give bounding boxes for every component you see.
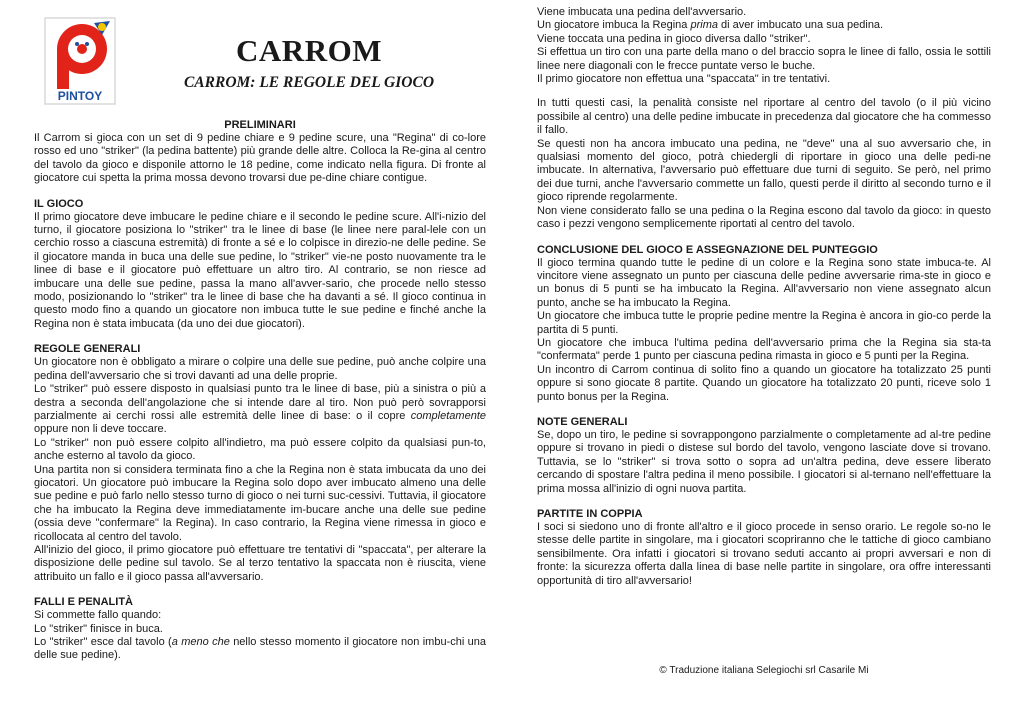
heading-falli-penalita: FALLI E PENALITÀ — [34, 596, 133, 609]
regole-paragraph-5: All'inizio del gioco, il primo giocatore può effettuare tre tentativi di "spaccata", per alterare la disposizione delle pedine sul tavolo. Se al terzo tentativo la spaccata non è riuscita, viene attribuito un fallo e il gioco passa all'avversario. — [34, 543, 486, 583]
title-block — [144, 34, 474, 93]
pintoy-logo — [44, 17, 116, 105]
left-column — [34, 0, 486, 663]
falli-r2-emphasis: prima — [690, 19, 718, 32]
coppia-paragraph-1: I soci si siedono uno di fronte all'altro e il gioco procede in senso orario. Le regole so-no le stesse delle partite in singolare, ma i giocatori scopriranno che le tattiche di gioco cambiano sensibilmente. Ora infatti i giocatori si trovano seduti accanto ai propri avversari e non di fronte: la sicurezza offerta dalla linea di base nelle partite in singolare, ora offre interessanti opportunità di tiro all'avversario! — [537, 521, 991, 587]
heading-il-gioco: IL GIOCO — [34, 197, 84, 210]
regole-p2-part-a: Lo "striker" può essere disposto in qualsiasi punto tra le linee di base, più a sinistra o più a destra a seconda dell'angolazione che si intende dare al tiro. Non può però sovrapporsi parzialmente ai cerchi rossi alle estremità delle linee di base: o il copre — [34, 383, 486, 422]
conclusione-paragraph-2: Un giocatore che imbuca tutte le proprie pedine mentre la Regina è ancora in gio-co perde la partita di 5 punti. — [537, 310, 991, 336]
falli-right-5: Il primo giocatore non effettua una "spaccata" in tre tentativi. — [537, 73, 831, 86]
regole-p2-emphasis: completamente — [410, 409, 486, 422]
regole-paragraph-4: Una partita non si considera terminata fino a che la Regina non è stata imbucata da uno dei giocatori. Un giocatore può imbucare la Regina solo dopo aver imbucato almeno una delle sue pedine e può farlo nello stesso turno di gioco o nei turni suc-cessivi. Tuttavia, il giocatore che ha imbucato la Regina deve immediatamente im-bucare anche una delle sue pedine (ossia deve "confermare" la Regina). In caso contrario, la Regina viene rimessa in gioco e ricollocata al centro del tavolo. — [34, 463, 486, 543]
falli-line-1: Si commette fallo quando: — [34, 609, 162, 622]
heading-regole-generali: REGOLE GENERALI — [34, 343, 141, 356]
text-il-gioco: Il primo giocatore deve imbucare le pedine chiare e il secondo le pedine scure. All'i-nizio del turno, il giocatore posiziona lo "striker" tra le linee di base (le linee nere paral-lele con un cerchio rosso a ciascuna estremità) di fronte a sé e lo colpisce in direzio-ne delle pedine. Se il giocatore manda in buca una delle sue pedine, lo "striker" vie-ne posto nuovamente tra le linee di base e il giocatore può effettuare un altro tiro. Al contrario, se non riesce ad imbucare una delle sue pedine, passa la mano all'avver-sario, che procede nello stesso modo, posizionando lo "striker" tra le linee di base che ha davanti a sé. Il gioco continua in questo modo fino a quando un giocatore non imbuca tutte le sue pedine e finché anche la Regina non è stata imbucata (da uno dei due giocatori). — [34, 210, 486, 330]
conclusione-paragraph-3: Un giocatore che imbuca l'ultima pedina dell'avversario prima che la Regina sia sta-ta "confermata" perde 1 punto per ciascuna pedina rimasta in gioco e 5 punti per la Regina. — [537, 336, 991, 363]
header — [34, 0, 486, 118]
falli-right-1: Viene imbucata una pedina dell'avversario. — [537, 6, 747, 18]
falli-r2-part-a: Un giocatore imbuca la Regina — [537, 19, 691, 32]
regole-p2-part-b: oppure non li deve toccare. — [34, 423, 167, 436]
falli-right-8: Non viene considerato fallo se una pedina o la Regina escono dal tavolo da gioco: in questo caso i pezzi vengono semplicemente riportati al centro del tavolo. — [537, 204, 991, 231]
page-subtitle: CARROM: LE REGOLE DEL GIOCO — [183, 74, 435, 91]
falli-l3-part-b: nello stesso momento il giocatore non imbu-chi una delle sue pedine). — [34, 636, 487, 662]
conclusione-paragraph-1: Il gioco termina quando tutte le pedine di un colore e la Regina sono state imbuca-te. Al vincitore viene assegnato un punto per ciascuna delle pedine avversarie rima-ste in gioco e un bonus di 5 punti se ha imbucato la Regina. All'avversario non viene assegnato alcun punto, anche se ha imbucato la Regina. — [537, 256, 991, 309]
conclusione-paragraph-4: Un incontro di Carrom continua di solito fino a quando un giocatore ha totalizzato 25 punti oppure si sono giocate 8 partite. Quando un giocatore ha totalizzato 20 punti, riceve solo 1 punto bonus per la Regina. — [537, 363, 991, 403]
falli-right-2 — [537, 19, 991, 32]
page-title: CARROM — [236, 33, 382, 68]
note-paragraph-1: Se, dopo un tiro, le pedine si sovrappongono parzialmente o completamente ad al-tre pedine oppure si trovano in piedi o distese sul bordo del tavolo, vengono lasciate dove si trovano. Tuttavia, se lo "striker" si trova sotto o sopra ad un'altra pedina, deve essere liberato cercando di spostare l'altra pedina il meno possibile. I giocatori si al-ternano nell'effettuare la prima mossa all'inizio di ogni nuova partita. — [537, 428, 991, 495]
falli-l3-emphasis: a meno che — [171, 636, 230, 648]
falli-l3-part-a: Lo "striker" esce dal tavolo ( — [34, 636, 172, 648]
falli-right-6: In tutti questi casi, la penalità consiste nel riportare al centro del tavolo (o il più vicino possibile al centro) una delle pedine imbucate in precedenza dal giocatore che ha commesso il fallo. — [537, 97, 991, 137]
right-column — [537, 6, 991, 588]
regole-paragraph-1: Un giocatore non è obbligato a mirare o colpire una delle sue pedine, può anche colpire una pedina dell'avversario che si trovi davanti ad una delle proprie. — [34, 356, 486, 382]
falli-right-3: Viene toccata una pedina in gioco diversa dallo "striker". — [537, 32, 811, 45]
regole-paragraph-3: Lo "striker" non può essere colpito all'indietro, ma può essere colpito da qualsiasi pun-to, anche esterno al tavolo da gioco. — [34, 436, 486, 463]
falli-line-2: Lo "striker" finisce in buca. — [34, 622, 163, 635]
heading-partite-coppia: PARTITE IN COPPIA — [537, 508, 643, 520]
footer-credit: © Traduzione italiana Selegiochi srl Casarile Mi — [659, 665, 869, 676]
falli-r2-part-b: di aver imbucato una sua pedina. — [718, 19, 884, 32]
logo-brand-text: PINTOY — [57, 89, 103, 103]
falli-line-3 — [34, 636, 486, 663]
regole-paragraph-2 — [34, 383, 486, 437]
text-preliminari: Il Carrom si gioca con un set di 9 pedine chiare e 9 pedine scure, una "Regina" di co-lore rosso ed uno "striker" (la pedina battente) più grande delle altre. Colloca la Re-gina al centro del tavolo da gioco e disponile attorno le 18 pedine, come indicato nella figura. Di fronte al giocatore cui spetta la prima mossa devono trovarsi due pe-dine chiare contigue. — [34, 132, 486, 185]
heading-preliminari: PRELIMINARI — [224, 119, 296, 131]
falli-right-7: Se questi non ha ancora imbucato una pedina, ne "deve" una al suo avversario che, in qualsiasi momento del gioco, potrà chiedergli di riportare in gioco una delle pedi-ne imbucate. In alternativa, l'avversario può effettuare due turni di seguito. Se però, nel primo dei due turni, anche l'avversario commette un fallo, questi perde il diritto al secondo turno e il gioco riprende regolarmente. — [537, 137, 991, 204]
heading-note-generali: NOTE GENERALI — [537, 415, 628, 428]
falli-right-4: Si effettua un tiro con una parte della mano o del braccio sopra le linee di fallo, ossia le sottili linee nere diagonali con le frecce puntate verso le buche. — [537, 46, 991, 72]
heading-conclusione: CONCLUSIONE DEL GIOCO E ASSEGNAZIONE DEL PUNTEGGIO — [537, 243, 878, 256]
